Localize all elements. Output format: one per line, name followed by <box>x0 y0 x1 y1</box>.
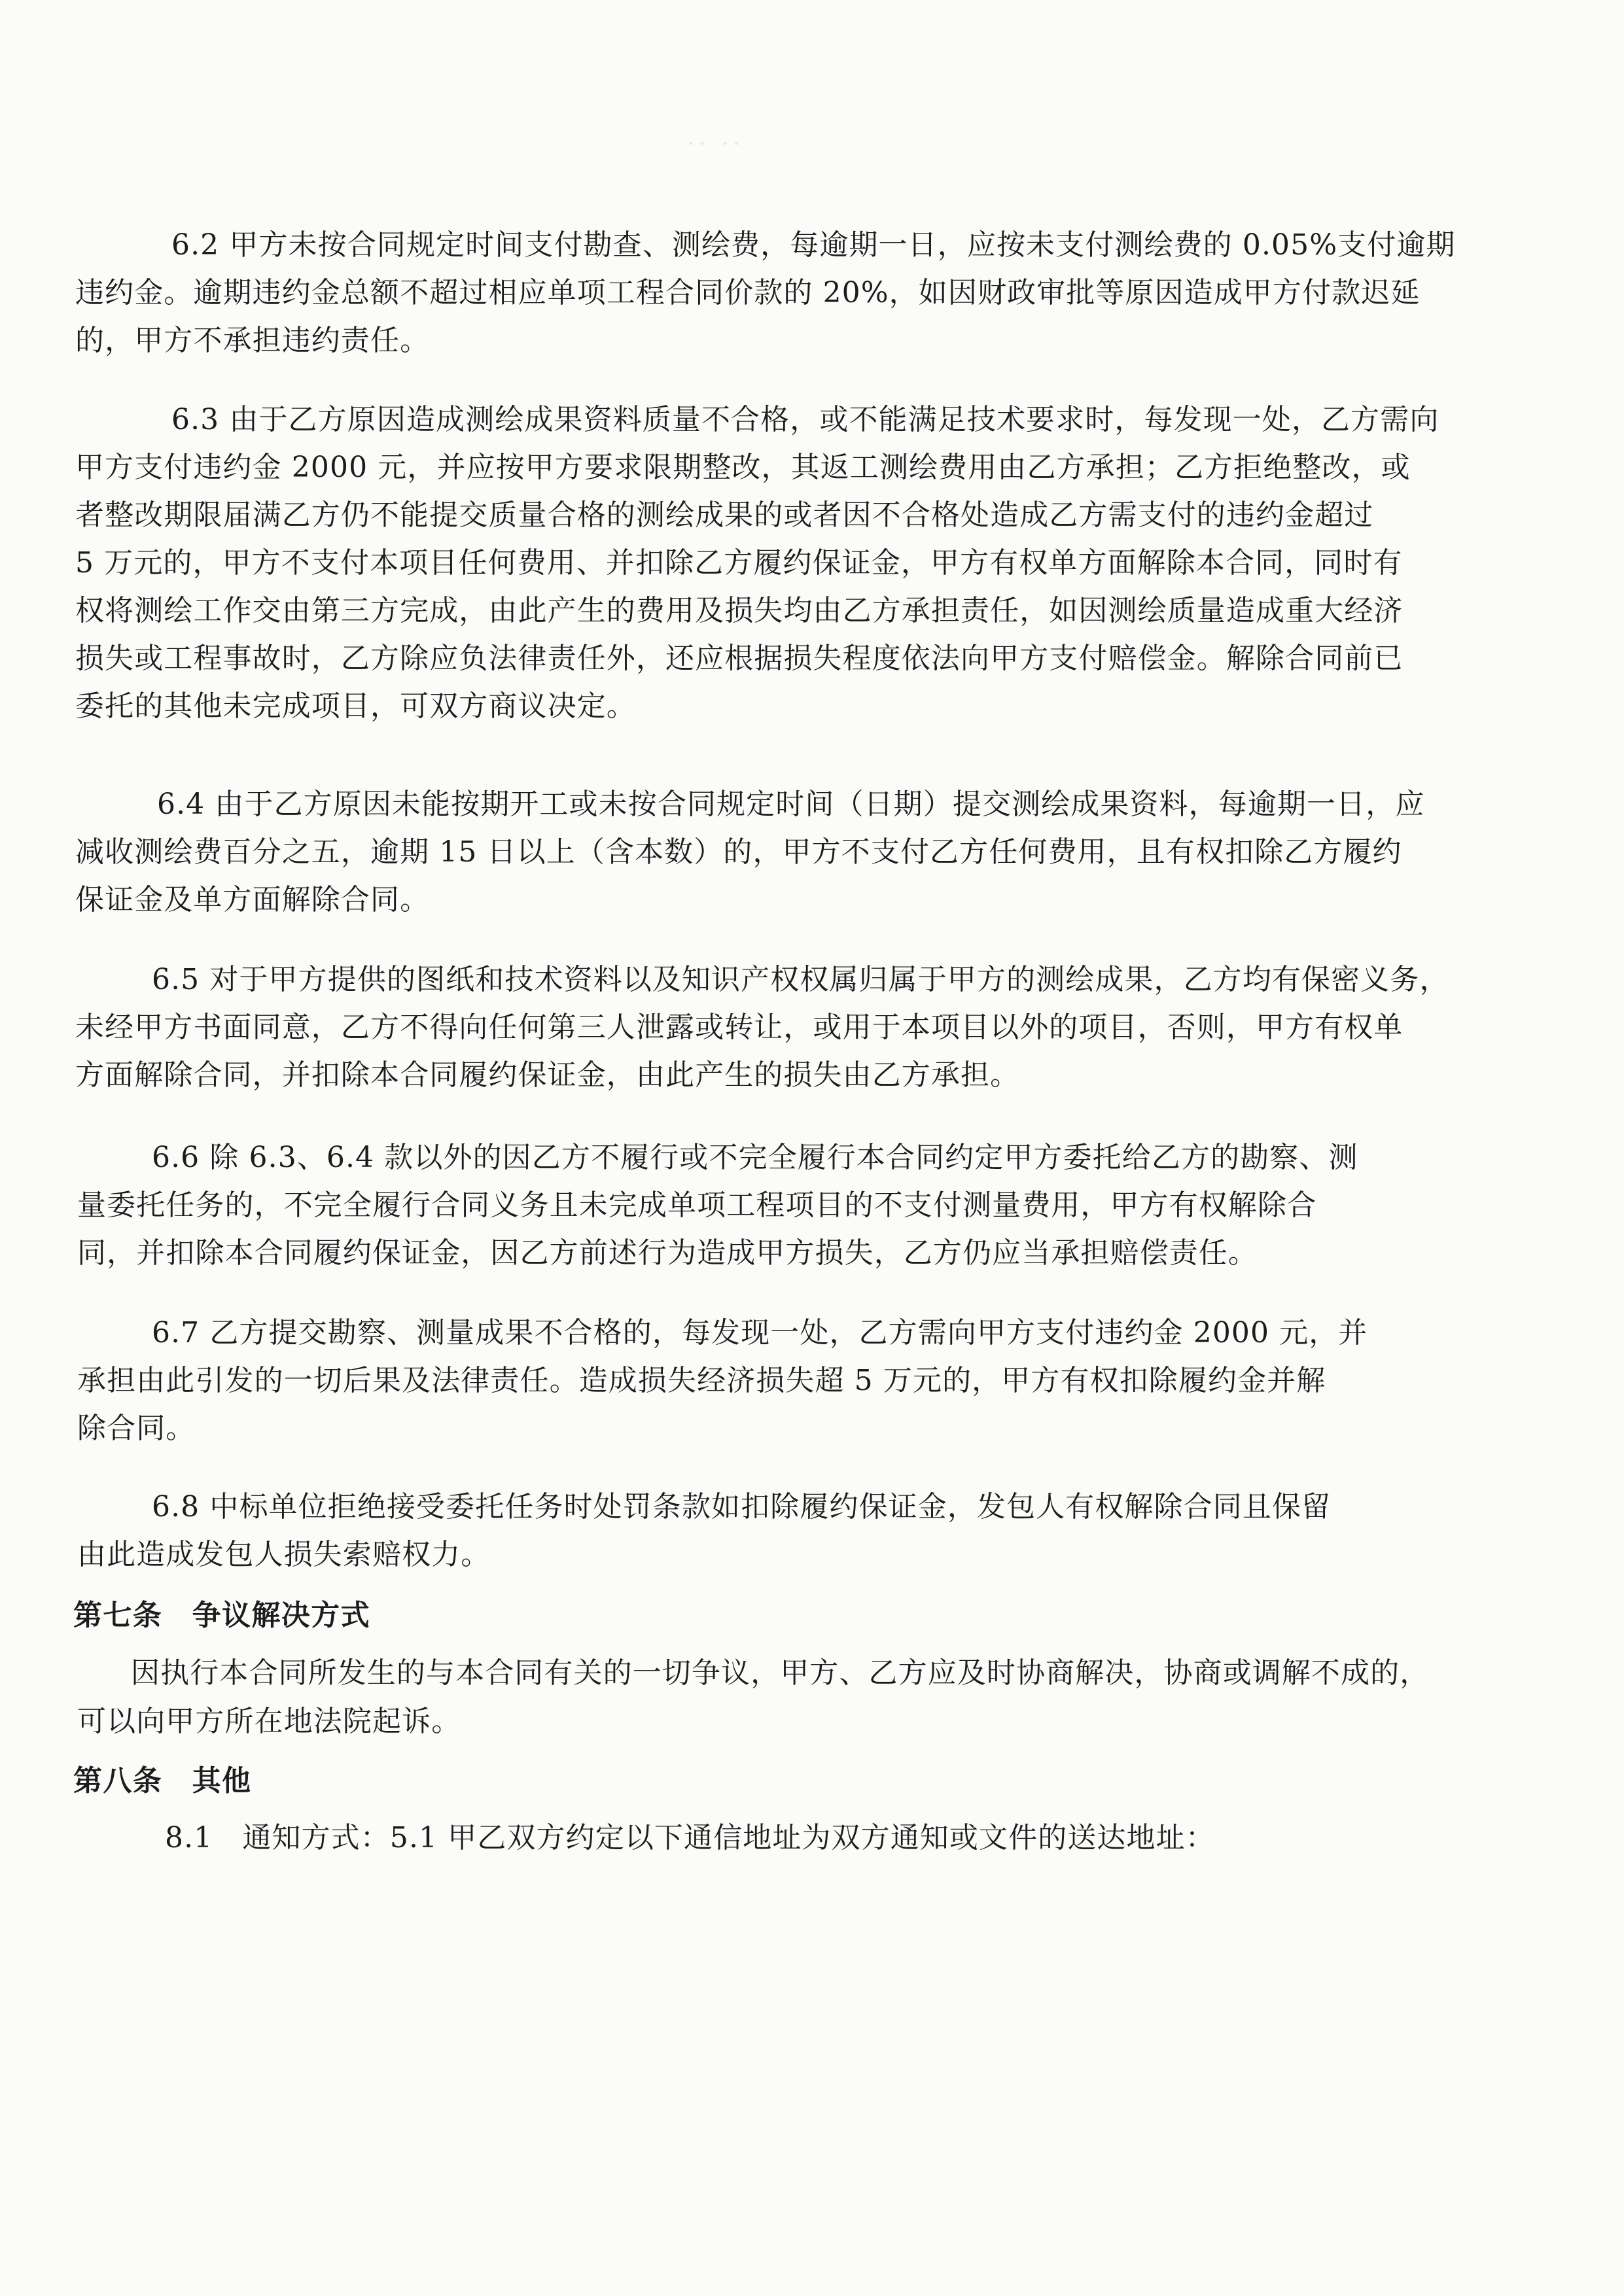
scan-artifact: ·· ·· <box>687 131 745 158</box>
clause-6-3-line-6: 损失或工程事故时，乙方除应负法律责任外，还应根据损失程度依法向甲方支付赔偿金。解除合同前已 <box>75 642 1403 675</box>
clause-6-8-line-1: 6.8 中标单位拒绝接受委托任务时处罚条款如扣除履约保证金，发包人有权解除合同且保留 <box>152 1490 1332 1523</box>
clause-6-2-line-2: 违约金。逾期违约金总额不超过相应单项工程合同价款的 20%，如因财政审批等原因造成甲方付款迟延 <box>75 276 1421 309</box>
clause-6-3-line-4: 5 万元的，甲方不支付本项目任何费用、并扣除乙方履约保证金，甲方有权单方面解除本合同，同时有 <box>75 546 1403 580</box>
clause-6-5-line-3: 方面解除合同，并扣除本合同履约保证金，由此产生的损失由乙方承担。 <box>75 1058 1020 1092</box>
article-7-line-2: 可以向甲方所在地法院起诉。 <box>77 1705 461 1738</box>
clause-6-6-line-1: 6.6 除 6.3、6.4 款以外的因乙方不履行或不完全履行本合同约定甲方委托给乙方的勘察、测 <box>152 1141 1358 1174</box>
clause-6-7-line-2: 承担由此引发的一切后果及法律责任。造成损失经济损失超 5 万元的，甲方有权扣除履约金并解 <box>77 1364 1326 1397</box>
article-7-line-1: 因执行本合同所发生的与本合同有关的一切争议，甲方、乙方应及时协商解决，协商或调解不成的， <box>131 1656 1430 1690</box>
clause-6-4-line-1: 6.4 由于乙方原因未能按期开工或未按合同规定时间（日期）提交测绘成果资料，每逾期一日，应 <box>157 788 1425 821</box>
clause-6-3-line-3: 者整改期限届满乙方仍不能提交质量合格的测绘成果的或者因不合格处造成乙方需支付的违约金超过 <box>75 498 1374 532</box>
article-8-heading: 第八条 其他 <box>73 1764 252 1798</box>
clause-6-2-line-3: 的，甲方不承担违约责任。 <box>75 324 430 357</box>
clause-6-3-line-2: 甲方支付违约金 2000 元，并应按甲方要求限期整改，其返工测绘费用由乙方承担；乙方拒绝整改，或 <box>75 451 1411 484</box>
clause-6-5-line-2: 未经甲方书面同意，乙方不得向任何第三人泄露或转让，或用于本项目以外的项目，否则，甲方有权单 <box>75 1011 1403 1044</box>
clause-6-7-line-1: 6.7 乙方提交勘察、测量成果不合格的，每发现一处，乙方需向甲方支付违约金 2000 元，并 <box>152 1316 1368 1349</box>
clause-6-4-line-2: 减收测绘费百分之五，逾期 15 日以上（含本数）的，甲方不支付乙方任何费用，且有权扣除乙方履约 <box>75 835 1402 869</box>
clause-6-5-line-1: 6.5 对于甲方提供的图纸和技术资料以及知识产权权属归属于甲方的测绘成果，乙方均有保密义务， <box>152 963 1449 996</box>
clause-8-1-line-1: 8.1 通知方式：5.1 甲乙双方约定以下通信地址为双方通知或文件的送达地址： <box>165 1821 1215 1854</box>
clause-6-6-line-3: 同，并扣除本合同履约保证金，因乙方前述行为造成甲方损失，乙方仍应当承担赔偿责任。 <box>77 1236 1258 1270</box>
clause-6-3-line-1: 6.3 由于乙方原因造成测绘成果资料质量不合格，或不能满足技术要求时，每发现一处，乙方需向 <box>171 403 1439 436</box>
article-7-heading: 第七条 争议解决方式 <box>73 1599 370 1632</box>
clause-6-4-line-3: 保证金及单方面解除合同。 <box>75 883 430 916</box>
clause-6-7-line-3: 除合同。 <box>77 1412 196 1445</box>
clause-6-3-line-7: 委托的其他未完成项目，可双方商议决定。 <box>75 689 636 723</box>
clause-6-2-line-1: 6.2 甲方未按合同规定时间支付勘查、测绘费，每逾期一日，应按未支付测绘费的 0.05%支付逾期 <box>171 228 1456 262</box>
clause-6-3-line-5: 权将测绘工作交由第三方完成，由此产生的费用及损失均由乙方承担责任，如因测绘质量造成重大经济 <box>75 594 1403 627</box>
clause-6-6-line-2: 量委托任务的，不完全履行合同义务且未完成单项工程项目的不支付测量费用，甲方有权解除合 <box>77 1189 1317 1222</box>
clause-6-8-line-2: 由此造成发包人损失索赔权力。 <box>77 1538 491 1571</box>
